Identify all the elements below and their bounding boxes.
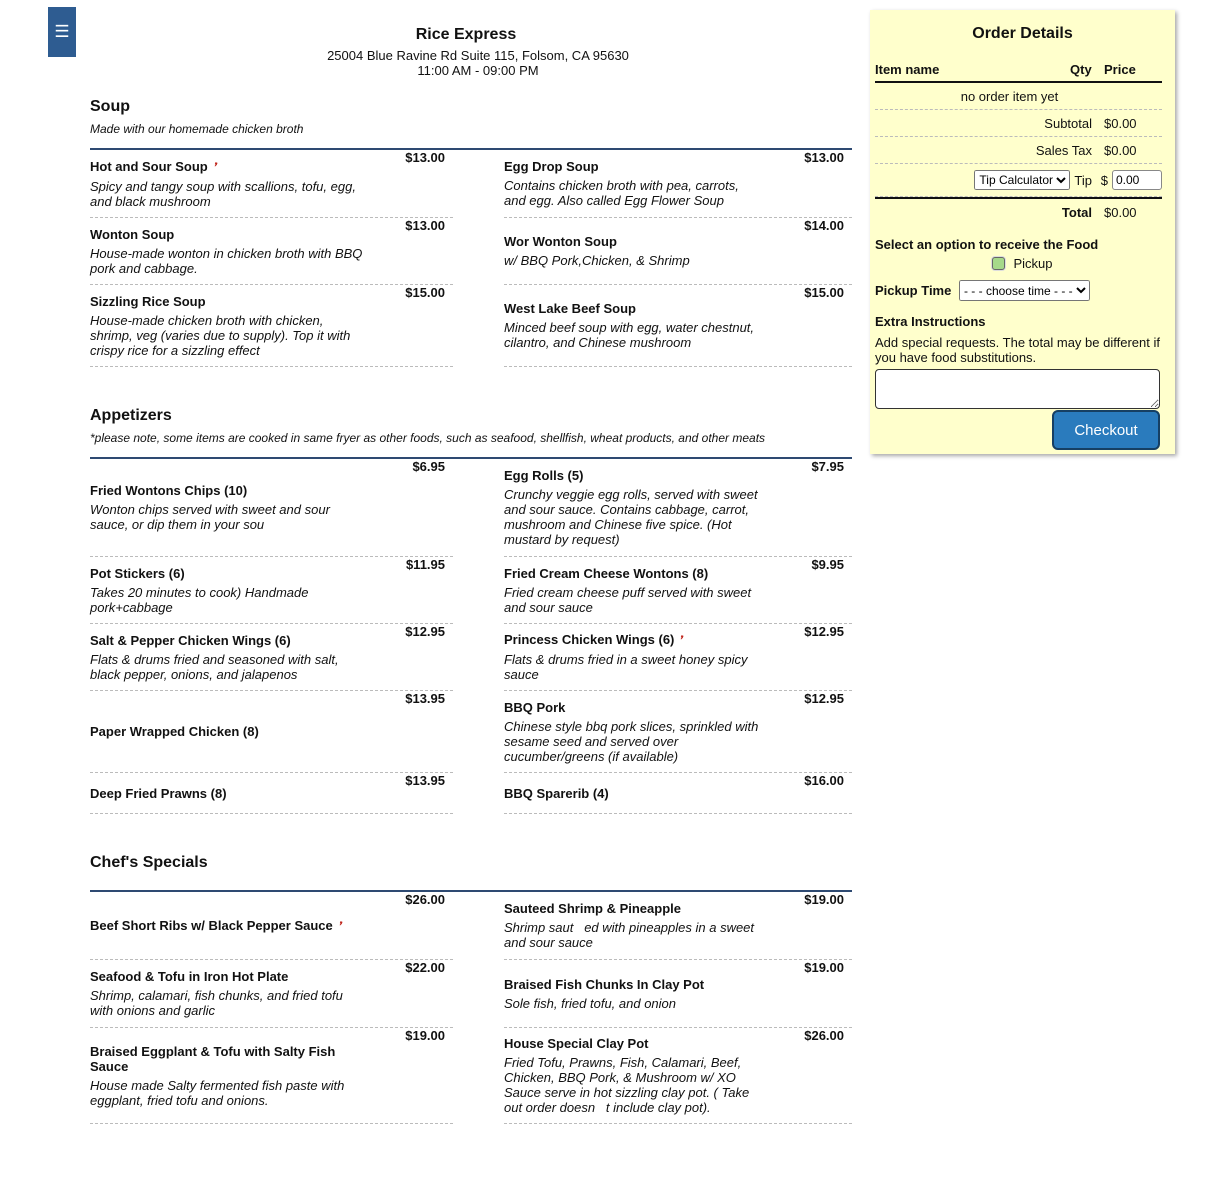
menu-item-price: $19.00 [804, 892, 844, 907]
menu-item[interactable] [90, 218, 453, 285]
subtotal-label: Subtotal [1044, 115, 1092, 131]
menu-section [90, 98, 852, 367]
menu-item-description: Spicy and tangy soup with scallions, tofu, egg, and black mushroom [90, 178, 356, 209]
menu-item-price: $13.95 [405, 691, 445, 706]
menu-item[interactable] [90, 960, 453, 1028]
order-empty-row [875, 83, 1162, 110]
menu-item[interactable] [90, 624, 453, 691]
menu-item-description: Shrimp, calamari, fish chunks, and fried tofu with onions and garlic [90, 988, 343, 1018]
menu-item-description: Chinese style bbq pork slices, sprinkled with sesame seed and served over cucumber/greens (if available) [504, 718, 759, 764]
menu-item[interactable] [90, 285, 453, 367]
subtotal-value: $0.00 [1104, 115, 1137, 131]
menu-item-price: $6.95 [412, 459, 445, 474]
order-empty-text: no order item yet [960, 88, 1059, 104]
menu-item-price: $26.00 [405, 892, 445, 907]
menu-item[interactable] [504, 960, 852, 1028]
menu-item-price: $19.00 [405, 1028, 445, 1043]
pickup-time-row [875, 280, 1170, 301]
chili-pepper-icon: ❜ [335, 918, 345, 933]
menu-item-price: $14.00 [804, 218, 844, 233]
menu-column-right [504, 459, 852, 814]
pickup-radio[interactable] [992, 257, 1005, 270]
menu-item[interactable] [504, 557, 852, 624]
menu-item-name: Wonton Soup [90, 226, 175, 242]
menu-item-name: Beef Short Ribs w/ Black Pepper Sauce [90, 917, 333, 933]
menu-item-name: Hot and Sour Soup [90, 158, 208, 174]
section-note: Made with our homemade chicken broth [90, 122, 304, 136]
menu-item-description: w/ BBQ Pork,Chicken, & Shrimp [504, 253, 690, 268]
menu-item-description: Sole fish, fried tofu, and onion [504, 995, 677, 1011]
menu-item-price: $12.95 [804, 624, 844, 639]
extra-instructions-title: Extra Instructions [875, 314, 986, 329]
chili-pepper-icon: ❜ [210, 159, 220, 174]
menu-item[interactable] [504, 892, 852, 960]
tip-row [875, 164, 1162, 197]
menu-item-description: House-made wonton in chicken broth with BBQ pork and cabbage. [90, 245, 363, 276]
order-panel [870, 10, 1175, 454]
menu-item-description: Minced beef soup with egg, water chestnut, cilantro, and Chinese mushroom [504, 320, 755, 350]
sales-tax-row [875, 137, 1162, 164]
menu [90, 98, 852, 1124]
menu-section [90, 854, 852, 1124]
tip-currency: $ [1100, 172, 1108, 188]
restaurant-header [90, 26, 852, 78]
menu-section [90, 407, 852, 814]
receive-option-title: Select an option to receive the Food [875, 237, 1099, 252]
menu-item[interactable] [504, 459, 852, 557]
section-title: Appetizers [90, 407, 172, 424]
menu-item-name: Deep Fried Prawns (8) [90, 785, 227, 801]
menu-item[interactable] [504, 691, 852, 773]
checkout-button[interactable]: Checkout [1052, 410, 1160, 450]
col-item-name: Item name [875, 61, 940, 77]
pickup-time-label: Pickup Time [875, 282, 952, 298]
menu-item-name: Seafood & Tofu in Iron Hot Plate [90, 969, 289, 984]
menu-item[interactable] [90, 691, 453, 773]
menu-item-price: $19.00 [804, 960, 844, 975]
menu-item-description: House made Salty fermented fish paste with eggplant, fried tofu and onions. [90, 1077, 345, 1108]
menu-item-description: Fried cream cheese puff served with sweet and sour sauce [504, 584, 752, 615]
menu-item-price: $13.00 [405, 218, 445, 233]
menu-item[interactable] [504, 150, 852, 218]
menu-item-name: Salt & Pepper Chicken Wings (6) [90, 632, 291, 648]
menu-item-price: $26.00 [804, 1028, 844, 1043]
menu-column-right [504, 892, 852, 1124]
order-table [875, 57, 1162, 225]
menu-item-description: Fried Tofu, Prawns, Fish, Calamari, Beef, Chicken, BBQ Pork, & Mushroom w/ XO Sauce serve in hot sizzling clay pot. ( Take out order doesn t include clay pot). [504, 1055, 750, 1115]
menu-item[interactable] [90, 459, 453, 557]
menu-item-description: Contains chicken broth with pea, carrots, and egg. Also called Egg Flower Soup [504, 178, 739, 208]
menu-column-right [504, 150, 852, 367]
menu-item-price: $12.95 [804, 691, 844, 706]
section-title: Chef's Specials [90, 854, 208, 871]
menu-item[interactable] [90, 892, 453, 960]
menu-item-name: BBQ Pork [504, 699, 566, 715]
total-label: Total [1061, 204, 1092, 220]
menu-item-description: Flats & drums fried and seasoned with salt, black pepper, onions, and jalapenos [90, 651, 339, 682]
menu-item-description: Wonton chips served with sweet and sour sauce, or dip them in your sou [90, 502, 330, 532]
menu-item-name: Fried Wontons Chips (10) [90, 483, 248, 498]
total-value: $0.00 [1104, 204, 1137, 220]
menu-item-description: Takes 20 minutes to cook) Handmade pork+cabbage [90, 584, 309, 615]
total-row [875, 197, 1162, 225]
section-title: Soup [90, 98, 130, 115]
menu-item-name: Princess Chicken Wings (6) [504, 632, 675, 647]
sales-tax-label: Sales Tax [1035, 142, 1092, 158]
hamburger-icon: ☰ [54, 22, 70, 41]
restaurant-hours: 11:00 AM - 09:00 PM [417, 63, 539, 78]
menu-item-description: Flats & drums fried in a sweet honey spicy sauce [504, 652, 748, 682]
menu-item-price: $9.95 [811, 557, 844, 572]
menu-item[interactable] [90, 773, 453, 814]
menu-item-name: Braised Eggplant & Tofu with Salty Fish Sauce [90, 1043, 336, 1074]
menu-item-name: Fried Cream Cheese Wontons (8) [504, 565, 709, 581]
menu-item-description: Shrimp saut ed with pineapples in a sweet and sour sauce [504, 920, 755, 950]
menu-item-name: BBQ Sparerib (4) [504, 785, 609, 801]
menu-column-left [90, 892, 453, 1124]
order-table-header [875, 57, 1162, 83]
tip-calculator-select[interactable] [974, 170, 1070, 190]
menu-item-name: Wor Wonton Soup [504, 234, 617, 249]
menu-item-price: $13.00 [804, 150, 844, 165]
menu-item-name: Sizzling Rice Soup [90, 293, 206, 309]
menu-item[interactable] [90, 557, 453, 624]
menu-column-left [90, 459, 453, 814]
menu-item[interactable] [90, 1028, 453, 1124]
menu-item-name: House Special Clay Pot [504, 1036, 649, 1051]
sales-tax-value: $0.00 [1104, 142, 1137, 158]
menu-item-price: $13.00 [405, 150, 445, 165]
menu-item[interactable] [90, 150, 453, 218]
menu-item-price: $11.95 [405, 557, 445, 572]
menu-item-price: $13.95 [405, 773, 445, 788]
menu-item-name: Braised Fish Chunks In Clay Pot [504, 976, 705, 992]
section-note: *please note, some items are cooked in same fryer as other foods, such as seafood, shellfish, wheat products, and other meats [90, 431, 766, 445]
menu-item[interactable] [504, 773, 852, 814]
menu-item[interactable] [504, 1028, 852, 1124]
extra-instructions-note: Add special requests. The total may be different if you have food substitutions. [875, 335, 1160, 365]
menu-item-price: $15.00 [804, 285, 844, 300]
menu-item-price: $7.95 [811, 459, 844, 474]
menu-item[interactable] [504, 624, 852, 691]
menu-item-price: $15.00 [405, 285, 445, 300]
menu-item-price: $22.00 [405, 960, 445, 975]
col-price: Price [1104, 61, 1136, 77]
chili-pepper-icon: ❜ [677, 632, 686, 648]
extra-instructions-input[interactable] [875, 369, 1160, 409]
menu-item-price: $16.00 [804, 773, 844, 788]
menu-item-name: Pot Stickers (6) [90, 565, 185, 581]
menu-item-name: Sauteed Shrimp & Pineapple [504, 901, 681, 916]
menu-item-name: Egg Rolls (5) [504, 468, 584, 483]
menu-item-price: $12.95 [405, 624, 445, 639]
menu-item-name: Egg Drop Soup [504, 159, 599, 174]
restaurant-address: 25004 Blue Ravine Rd Suite 115, Folsom, CA 95630 [327, 48, 629, 63]
tip-label: Tip [1074, 172, 1092, 188]
hamburger-menu-button[interactable] [48, 7, 76, 57]
menu-column-left [90, 150, 453, 367]
menu-item-name: West Lake Beef Soup [504, 301, 636, 316]
tip-input[interactable] [1112, 170, 1162, 190]
col-qty: Qty [1070, 61, 1092, 77]
menu-item[interactable] [504, 285, 852, 367]
subtotal-row [875, 110, 1162, 137]
pickup-time-select[interactable] [959, 280, 1090, 301]
menu-item-name: Paper Wrapped Chicken (8) [90, 724, 259, 739]
order-title: Order Details [972, 25, 1073, 42]
pickup-label: Pickup [1013, 256, 1053, 271]
pickup-option[interactable] [875, 256, 1170, 271]
menu-item-description: Crunchy veggie egg rolls, served with sweet and sour sauce. Contains cabbage, carrot, mushroom and Chinese five spice. (Hot mustard by request) [504, 487, 758, 547]
menu-item[interactable] [504, 218, 852, 285]
restaurant-name: Rice Express [415, 26, 517, 43]
menu-item-description: House-made chicken broth with chicken, shrimp, veg (varies due to supply). Top it with crispy rice for a sizzling effect [90, 312, 351, 358]
